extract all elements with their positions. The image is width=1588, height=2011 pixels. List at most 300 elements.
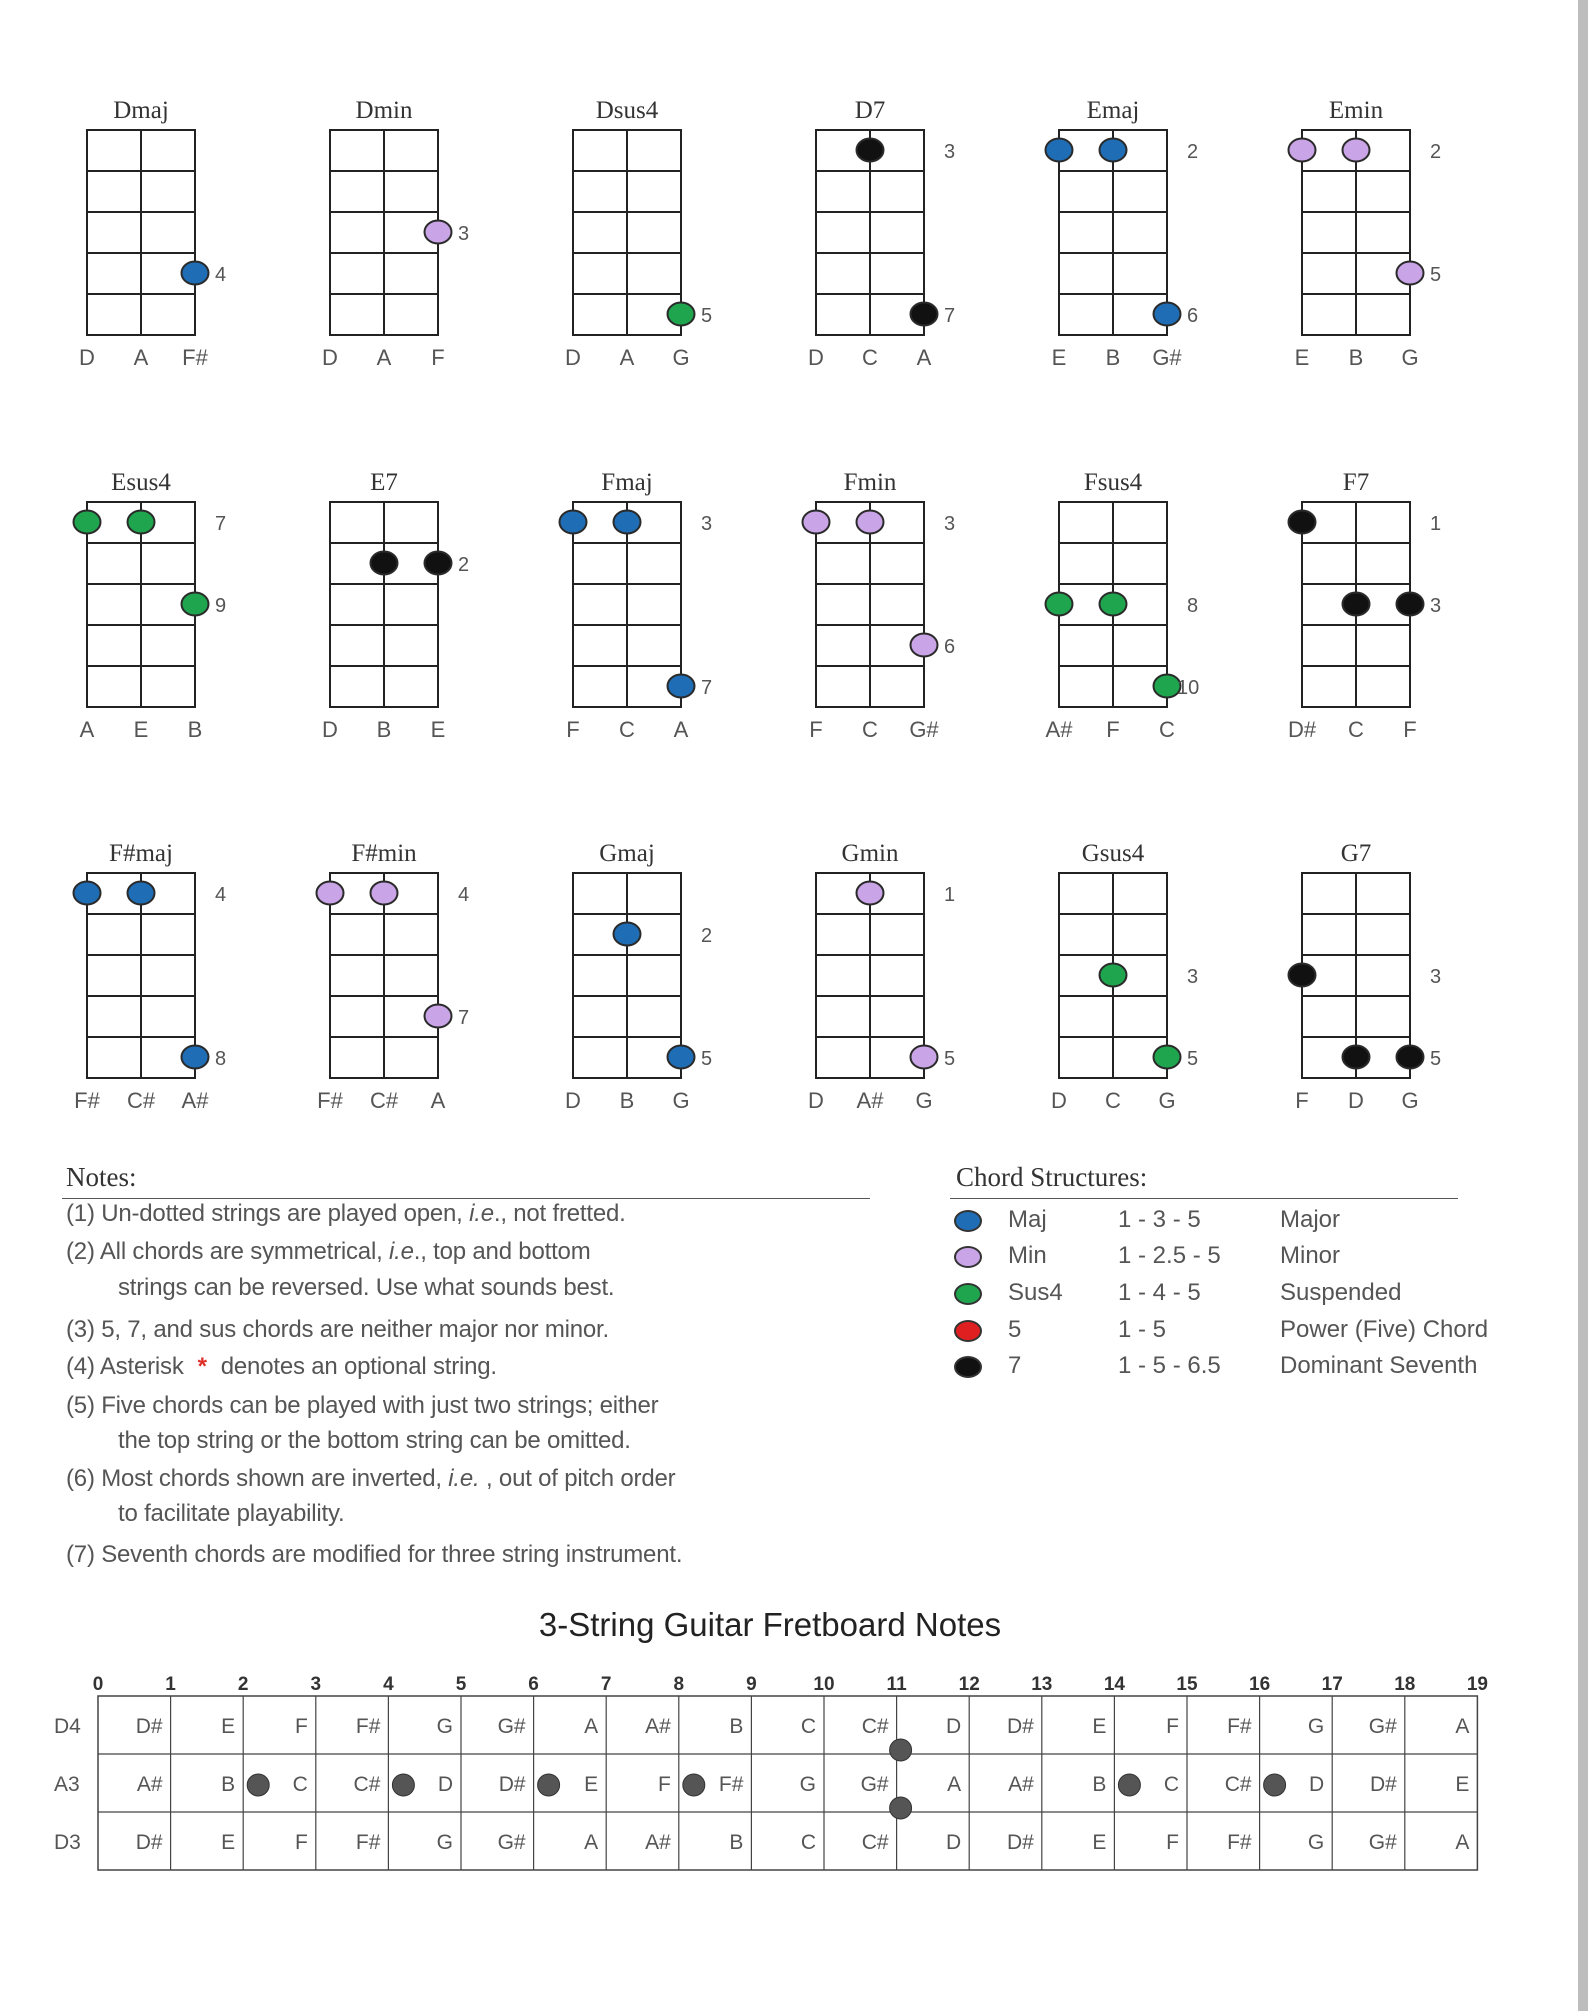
chord-fmin <box>803 469 956 742</box>
finger-dot-sus4 <box>182 593 209 616</box>
fretboard-note: B <box>729 1831 744 1854</box>
fret-number: 13 <box>1031 1674 1053 1695</box>
chord-string-label: B <box>187 717 203 742</box>
chord-fret-number: 1 <box>944 884 956 906</box>
fretboard-note: D# <box>135 1831 163 1854</box>
chord-title: Fmaj <box>601 469 653 496</box>
finger-dot-seventh <box>425 552 452 575</box>
fret-number: 10 <box>813 1674 835 1695</box>
chord-title: F7 <box>1342 469 1370 496</box>
chord-fret-number: 7 <box>215 513 227 535</box>
chord-fsharpmaj <box>74 840 227 1113</box>
chord-string-label: C <box>1105 1088 1121 1113</box>
legend-abbr: Min <box>1008 1242 1047 1269</box>
notes-heading: Notes: <box>66 1162 137 1192</box>
fretboard-note: G# <box>1368 1831 1397 1854</box>
chord-title: Dmin <box>355 97 413 124</box>
note-4 <box>66 1353 497 1381</box>
legend-dot-icon <box>954 1320 982 1342</box>
finger-dot-maj <box>668 1046 695 1069</box>
fret-marker-dot <box>247 1774 269 1796</box>
fret-number: 19 <box>1466 1674 1488 1695</box>
legend-desc: Major <box>1280 1206 1341 1233</box>
fretboard-note: A <box>1455 1715 1470 1738</box>
fretboard-note: G <box>1307 1715 1325 1738</box>
chord-string-label: C <box>862 345 878 370</box>
chord-dsus4 <box>565 97 712 370</box>
fretboard-note: A <box>1455 1831 1470 1854</box>
chord-fret-number: 4 <box>458 884 470 906</box>
legend-row-seventh <box>952 1350 1512 1384</box>
legend-desc: Suspended <box>1280 1279 1402 1306</box>
chord-dmaj <box>79 97 226 370</box>
note-5-cont-text: the top string or the bottom string can be omitted. <box>118 1427 631 1454</box>
chord-title: Fmin <box>843 469 897 496</box>
legend-row-min <box>952 1240 1512 1274</box>
chord-string-label: G <box>915 1088 933 1113</box>
chord-string-label: F <box>809 717 823 742</box>
chord-fret-number: 2 <box>701 925 713 947</box>
chord-string-label: D <box>322 717 338 742</box>
chord-fret-number: 3 <box>1430 595 1442 617</box>
chord-fret-number: 5 <box>1187 1048 1199 1070</box>
note-2-prefix: (2) All chords are symmetrical, <box>66 1238 390 1265</box>
finger-dot-sus4 <box>74 511 101 534</box>
chord-fret-number: 9 <box>215 595 227 617</box>
fret-marker-dot-double <box>890 1797 912 1819</box>
fretboard-note: C# <box>861 1715 889 1738</box>
finger-dot-min <box>1343 139 1370 162</box>
legend-abbr: 7 <box>1008 1352 1022 1379</box>
finger-dot-maj <box>182 1046 209 1069</box>
chord-fret-number: 5 <box>701 305 713 327</box>
note-6 <box>66 1465 675 1493</box>
note-2-italic: i.e <box>389 1238 414 1265</box>
fretboard-note: D <box>946 1831 962 1854</box>
fret-number: 5 <box>455 1674 467 1695</box>
chord-string-label: F <box>1106 717 1120 742</box>
fret-marker-dot <box>1264 1774 1286 1796</box>
chord-string-label: C <box>619 717 635 742</box>
finger-dot-min <box>911 1046 938 1069</box>
chord-gsus4 <box>1051 840 1198 1113</box>
chord-fret-number: 3 <box>944 141 956 163</box>
chord-string-label: E <box>1051 345 1067 370</box>
chord-string-label: G# <box>1152 345 1182 370</box>
fret-marker-dot <box>683 1774 705 1796</box>
chord-fret-number: 7 <box>458 1007 470 1029</box>
fretboard-note: A# <box>1008 1773 1034 1796</box>
chord-string-label: C <box>1159 717 1175 742</box>
note-6-italic: i.e. <box>448 1465 480 1492</box>
finger-dot-min <box>317 882 344 905</box>
legend-row-maj <box>952 1204 1512 1238</box>
string-label-d3: D3 <box>54 1831 81 1854</box>
fretboard-note: G <box>436 1715 453 1738</box>
fretboard-note: C <box>1163 1773 1179 1796</box>
chord-fret-number: 8 <box>1187 595 1199 617</box>
finger-dot-min <box>1397 262 1424 285</box>
chord-title: Gsus4 <box>1081 840 1145 867</box>
finger-dot-maj <box>182 262 209 285</box>
chord-gmaj <box>565 840 712 1113</box>
fretboard-note: F <box>1166 1715 1179 1738</box>
chord-d7 <box>808 97 955 370</box>
chord-string-label: A# <box>1045 717 1073 742</box>
chord-string-label: B <box>1105 345 1121 370</box>
chord-title: Emin <box>1328 97 1384 124</box>
fret-marker-dot <box>538 1774 560 1796</box>
fretboard-note: C <box>292 1773 308 1796</box>
fret-number: 14 <box>1103 1674 1125 1695</box>
chord-string-label: G <box>672 345 690 370</box>
fret-number: 15 <box>1176 1674 1198 1695</box>
chord-string-label: E <box>133 717 149 742</box>
fretboard-note: D# <box>1006 1831 1034 1854</box>
chord-title: F#maj <box>109 840 173 867</box>
note-2-suffix: ., top and bottom <box>413 1238 591 1265</box>
chord-fret-number: 4 <box>215 884 227 906</box>
legend-dot-icon <box>954 1210 982 1232</box>
chord-string-label: G# <box>909 717 939 742</box>
fretboard-note: F# <box>1227 1715 1252 1738</box>
note-5: (5) Five chords can be played with just two strings; either <box>66 1392 659 1419</box>
legend-dot-icon <box>954 1246 982 1268</box>
legend-dot-icon <box>954 1356 982 1378</box>
note-3: (3) 5, 7, and sus chords are neither major nor minor. <box>66 1316 609 1343</box>
finger-dot-maj <box>128 882 155 905</box>
string-label-a3: A3 <box>54 1773 80 1796</box>
chord-title: E7 <box>370 469 398 496</box>
fret-number: 3 <box>310 1674 322 1695</box>
chord-fret-number: 3 <box>944 513 956 535</box>
chord-fret-number: 5 <box>1430 1048 1442 1070</box>
note-7: (7) Seventh chords are modified for three string instrument. <box>66 1541 683 1568</box>
finger-dot-min <box>371 882 398 905</box>
note-5-continued <box>66 1427 631 1455</box>
fretboard-note: D# <box>1006 1715 1034 1738</box>
fretboard-note: F# <box>355 1831 381 1854</box>
note-4-suffix: denotes an optional string. <box>220 1353 497 1380</box>
chord-string-label: B <box>376 717 392 742</box>
chord-string-label: A <box>916 345 932 370</box>
chord-string-label: F <box>566 717 580 742</box>
chord-string-label: A <box>430 1088 446 1113</box>
finger-dot-maj <box>74 882 101 905</box>
chord-string-label: G <box>1401 345 1419 370</box>
fretboard-note: B <box>1092 1773 1107 1796</box>
legend-formula: 1 - 5 <box>1118 1316 1167 1343</box>
note-6-continued <box>66 1500 344 1528</box>
fretboard-note: C <box>800 1715 816 1738</box>
fretboard-note: C <box>800 1831 816 1854</box>
fretboard-note: F# <box>1227 1831 1252 1854</box>
chord-string-label: A <box>133 345 149 370</box>
fretboard-note: D <box>1309 1773 1325 1796</box>
finger-dot-seventh <box>371 552 398 575</box>
chord-fret-number: 5 <box>701 1048 713 1070</box>
chord-string-label: G <box>672 1088 690 1113</box>
chord-title: F#min <box>351 840 417 867</box>
chord-fret-number: 3 <box>701 513 713 535</box>
fretboard-note: F <box>294 1715 308 1738</box>
finger-dot-seventh <box>857 139 884 162</box>
fretboard-note: D <box>946 1715 962 1738</box>
chord-dmin <box>322 97 469 370</box>
finger-dot-seventh <box>1343 1046 1370 1069</box>
finger-dot-min <box>425 1005 452 1028</box>
chord-fret-number: 5 <box>1430 264 1442 286</box>
fretboard-note: E <box>1092 1715 1107 1738</box>
fretboard-note: F <box>1166 1831 1179 1854</box>
fretboard-note: A# <box>645 1831 671 1854</box>
chord-string-label: D <box>1348 1088 1364 1113</box>
legend-formula: 1 - 3 - 5 <box>1118 1206 1201 1233</box>
chord-fret-number: 10 <box>1177 677 1200 699</box>
note-6-prefix: (6) Most chords shown are inverted, <box>66 1465 449 1492</box>
fretboard-note: E <box>221 1715 236 1738</box>
chord-string-label: D <box>1051 1088 1067 1113</box>
chord-string-label: A# <box>856 1088 884 1113</box>
chord-string-label: A# <box>181 1088 209 1113</box>
fret-number: 4 <box>383 1674 394 1695</box>
chord-emin <box>1289 97 1442 370</box>
fretboard-note: D# <box>135 1715 163 1738</box>
chord-gmin <box>808 840 955 1113</box>
fretboard-note: F <box>294 1831 308 1854</box>
fret-number: 7 <box>600 1674 612 1695</box>
finger-dot-min <box>911 634 938 657</box>
legend-abbr: Sus4 <box>1008 1279 1063 1306</box>
chord-fret-number: 2 <box>1187 141 1199 163</box>
fret-number: 12 <box>958 1674 980 1695</box>
fretboard-note: G# <box>1368 1715 1397 1738</box>
chord-fret-number: 3 <box>1187 966 1199 988</box>
chord-string-label: D <box>565 345 581 370</box>
finger-dot-min <box>803 511 830 534</box>
fret-number: 17 <box>1321 1674 1343 1695</box>
chord-string-label: F <box>1403 717 1417 742</box>
chord-string-label: D# <box>1287 717 1317 742</box>
fretboard-note: E <box>221 1831 236 1854</box>
chord-title: Gmaj <box>599 840 655 867</box>
chord-string-label: E <box>430 717 446 742</box>
legend-desc: Power (Five) Chord <box>1280 1316 1489 1343</box>
string-label-d4: D4 <box>54 1715 81 1738</box>
finger-dot-sus4 <box>128 511 155 534</box>
chord-string-label: G <box>1401 1088 1419 1113</box>
chord-string-label: F# <box>74 1088 100 1113</box>
fretboard-note: A <box>584 1715 599 1738</box>
chord-string-label: D <box>565 1088 581 1113</box>
chord-fret-number: 1 <box>1430 513 1442 535</box>
fret-number: 9 <box>746 1674 757 1695</box>
chord-string-label: D <box>808 1088 824 1113</box>
legend-row-sus4 <box>952 1277 1512 1311</box>
finger-dot-maj <box>560 511 587 534</box>
chord-e7 <box>322 469 469 742</box>
fretboard-note: A# <box>136 1773 163 1796</box>
chord-esus4 <box>74 469 227 742</box>
fret-number: 1 <box>165 1674 176 1695</box>
chord-emaj <box>1046 97 1199 370</box>
finger-dot-min <box>857 511 884 534</box>
fretboard-note: G <box>799 1773 816 1796</box>
chord-string-label: F <box>1295 1088 1309 1113</box>
chord-title: Dmaj <box>113 97 169 124</box>
fretboard-note: G <box>436 1831 453 1854</box>
chord-string-label: A <box>79 717 95 742</box>
chord-fret-number: 3 <box>1430 966 1442 988</box>
chord-structures-rule <box>950 1198 1458 1199</box>
note-2-cont-text: strings can be reversed. Use what sounds best. <box>118 1274 615 1301</box>
finger-dot-sus4 <box>1100 964 1127 987</box>
fret-number: 16 <box>1249 1674 1271 1695</box>
chord-f7 <box>1288 469 1441 742</box>
chord-fret-number: 3 <box>458 223 470 245</box>
chord-string-label: D <box>808 345 824 370</box>
chord-fret-number: 6 <box>1187 305 1199 327</box>
chord-string-label: C <box>862 717 878 742</box>
chord-structures-heading: Chord Structures: <box>956 1162 1148 1192</box>
finger-dot-seventh <box>1289 511 1316 534</box>
finger-dot-seventh <box>911 303 938 326</box>
chord-string-label: C# <box>126 1088 156 1113</box>
fretboard-note: A <box>584 1831 599 1854</box>
finger-dot-min <box>1289 139 1316 162</box>
chord-fret-number: 7 <box>701 677 713 699</box>
legend-formula: 1 - 5 - 6.5 <box>1118 1352 1221 1379</box>
asterisk-icon: * <box>197 1353 207 1380</box>
legend-formula: 1 - 4 - 5 <box>1118 1279 1201 1306</box>
chord-title: G7 <box>1340 840 1372 867</box>
chord-string-label: A <box>673 717 689 742</box>
fret-number: 2 <box>237 1674 249 1695</box>
note-1-italic: i.e <box>469 1200 494 1227</box>
chord-title: D7 <box>854 97 886 124</box>
note-4-prefix: (4) Asterisk <box>66 1353 184 1380</box>
finger-dot-sus4 <box>1154 1046 1181 1069</box>
note-1-suffix: ., not fretted. <box>493 1200 626 1227</box>
legend-abbr: Maj <box>1008 1206 1047 1233</box>
chord-fret-number: 2 <box>1430 141 1442 163</box>
chord-string-label: B <box>1348 345 1364 370</box>
fretboard-note: C# <box>861 1831 889 1854</box>
chord-string-label: F# <box>317 1088 343 1113</box>
chord-fret-number: 2 <box>458 554 470 576</box>
chord-g7 <box>1289 840 1442 1113</box>
fret-number: 6 <box>528 1674 539 1695</box>
chord-fret-number: 4 <box>215 264 227 286</box>
fret-number: 18 <box>1394 1674 1416 1695</box>
note-2-continued <box>66 1274 614 1302</box>
chord-title: Emaj <box>1086 97 1140 124</box>
finger-dot-maj <box>1046 139 1073 162</box>
note-2 <box>66 1238 590 1266</box>
note-1-prefix: (1) Un-dotted strings are played open, <box>66 1200 470 1227</box>
finger-dot-min <box>425 221 452 244</box>
chord-string-label: B <box>619 1088 635 1113</box>
chord-fret-number: 5 <box>944 1048 956 1070</box>
fretboard-note: A# <box>645 1715 671 1738</box>
finger-dot-seventh <box>1397 1046 1424 1069</box>
chord-string-label: A <box>619 345 635 370</box>
fretboard-note: C# <box>1224 1773 1252 1796</box>
chord-string-label: E <box>1294 345 1310 370</box>
finger-dot-seventh <box>1397 593 1424 616</box>
legend-desc: Dominant Seventh <box>1280 1352 1478 1379</box>
fretboard-note: D# <box>1369 1773 1397 1796</box>
fretboard-note: D <box>437 1773 453 1796</box>
finger-dot-sus4 <box>668 303 695 326</box>
fretboard-note: A <box>947 1773 962 1796</box>
fret-number: 0 <box>92 1674 104 1695</box>
legend-row-five <box>952 1314 1512 1348</box>
legend-desc: Minor <box>1280 1242 1341 1269</box>
chord-string-label: A <box>376 345 392 370</box>
notes-rule <box>62 1198 870 1199</box>
finger-dot-maj <box>668 675 695 698</box>
note-6-cont-text: to facilitate playability. <box>118 1500 345 1527</box>
fretboard-note: G# <box>497 1831 526 1854</box>
chord-title: Dsus4 <box>595 97 659 124</box>
chord-string-label: C <box>1348 717 1364 742</box>
fretboard-note: B <box>729 1715 744 1738</box>
fret-marker-dot <box>392 1774 414 1796</box>
fretboard-note: G <box>1307 1831 1325 1854</box>
fretboard-note: F# <box>718 1773 744 1796</box>
note-1 <box>66 1200 626 1228</box>
fretboard-note: C# <box>353 1773 381 1796</box>
finger-dot-sus4 <box>1100 593 1127 616</box>
fretboard-note: D# <box>498 1773 526 1796</box>
finger-dot-min <box>857 882 884 905</box>
chord-string-label: D <box>322 345 338 370</box>
chord-string-label: C# <box>369 1088 399 1113</box>
finger-dot-maj <box>614 511 641 534</box>
chord-fret-number: 7 <box>944 305 956 327</box>
chord-string-label: D <box>79 345 95 370</box>
fretboard-note: E <box>1092 1831 1107 1854</box>
legend-abbr: 5 <box>1008 1316 1022 1343</box>
fret-marker-dot-double <box>890 1739 912 1761</box>
fretboard-note: E <box>584 1773 599 1796</box>
chord-fret-number: 6 <box>944 636 956 658</box>
finger-dot-seventh <box>1289 964 1316 987</box>
fret-number: 8 <box>673 1674 685 1695</box>
chord-title: Esus4 <box>111 469 171 496</box>
finger-dot-maj <box>1154 303 1181 326</box>
chord-title: Gmin <box>841 840 899 867</box>
fretboard-title: 3-String Guitar Fretboard Notes <box>538 1606 1002 1643</box>
fretboard-frame <box>98 1696 1477 1870</box>
chord-fret-number: 8 <box>215 1048 227 1070</box>
legend-formula: 1 - 2.5 - 5 <box>1118 1242 1221 1269</box>
chord-string-label: F# <box>182 345 208 370</box>
finger-dot-seventh <box>1343 593 1370 616</box>
chord-fsus4 <box>1046 469 1200 742</box>
fret-number: 11 <box>886 1674 907 1695</box>
fretboard-note: F# <box>355 1715 381 1738</box>
fretboard-note: B <box>221 1773 236 1796</box>
fret-marker-dot <box>1118 1774 1140 1796</box>
chord-fsharpmin <box>317 840 470 1113</box>
fretboard-note: G# <box>860 1773 889 1796</box>
chord-fmaj <box>560 469 713 742</box>
finger-dot-sus4 <box>1046 593 1073 616</box>
finger-dot-maj <box>1100 139 1127 162</box>
fretboard-note: G# <box>497 1715 526 1738</box>
